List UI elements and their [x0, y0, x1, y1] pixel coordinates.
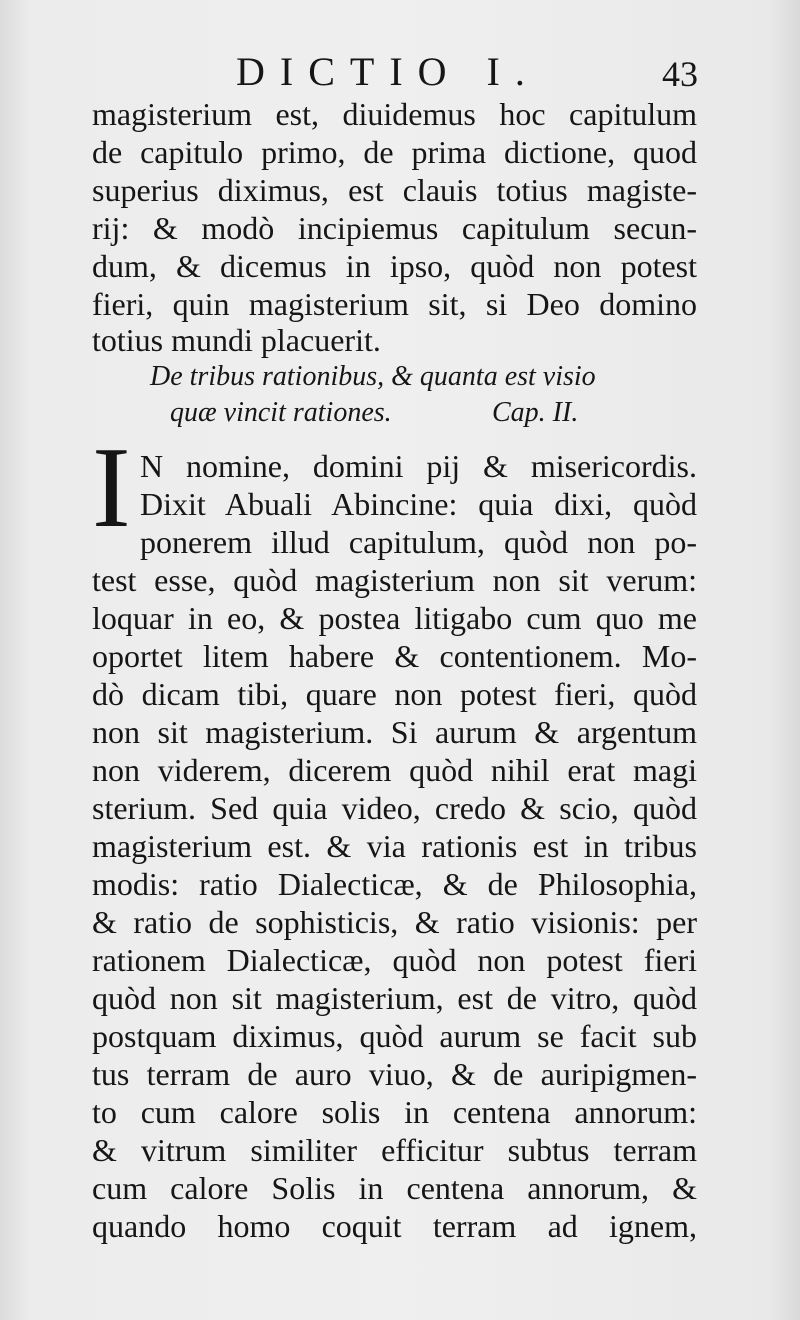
text-line: tus terram de auro viuo, & de auripigmen-	[92, 1056, 697, 1092]
text-line: non sit magisterium. Si aurum & argentum	[92, 714, 697, 750]
text-line: ponerem illud capitulum, quòd non po-	[140, 524, 697, 560]
text-line: dò dicam tibi, quare non potest fieri, quòd	[92, 676, 697, 712]
text-line: Dixit Abuali Abincine: quia dixi, quòd	[140, 486, 697, 522]
text-line: & vitrum similiter efficitur subtus terram	[92, 1132, 697, 1168]
text-line: rij: & modò incipiemus capitulum secun-	[92, 210, 697, 246]
text-line: fieri, quin magisterium sit, si Deo domino	[92, 286, 697, 322]
page-header	[0, 50, 800, 100]
text-line: non viderem, dicerem quòd nihil erat magi	[92, 752, 697, 788]
text-line: loquar in eo, & postea litigabo cum quo me	[92, 600, 697, 636]
text-line: postquam diximus, quòd aurum se facit sub	[92, 1018, 697, 1054]
text-line: de capitulo primo, de prima dictione, quod	[92, 134, 697, 170]
text-line: dum, & dicemus in ipso, quòd non potest	[92, 248, 697, 284]
text-line: to cum calore solis in centena annorum:	[92, 1094, 697, 1130]
text-line: superius diximus, est clauis totius magiste-	[92, 172, 697, 208]
running-head: DICTIO I.	[236, 49, 540, 94]
text-line: oportet litem habere & contentionem. Mo-	[92, 638, 697, 674]
text-line: magisterium est. & via rationis est in tribus	[92, 828, 697, 864]
text-line: rationem Dialecticæ, quòd non potest fieri	[92, 942, 697, 978]
drop-cap-initial: I	[92, 424, 131, 552]
text-line: N nomine, domini pij & misericordis.	[140, 448, 697, 484]
text-line: test esse, quòd magisterium non sit verum:	[92, 562, 697, 598]
text-line: quòd non sit magisterium, est de vitro, quòd	[92, 980, 697, 1016]
chapter-title: De tribus rationibus, & quanta est visio	[150, 361, 596, 392]
chapter-number: Cap. II.	[492, 397, 579, 428]
text-line: magisterium est, diuidemus hoc capitulum	[92, 96, 697, 132]
text-line: modis: ratio Dialecticæ, & de Philosophia,	[92, 866, 697, 902]
text-line: cum calore Solis in centena annorum, &	[92, 1170, 697, 1206]
text-line: & ratio de sophisticis, & ratio visionis: per	[92, 904, 697, 940]
text-line: sterium. Sed quia video, credo & scio, quòd	[92, 790, 697, 826]
text-line: quando homo coquit terram ad ignem,	[92, 1208, 697, 1244]
chapter-title-continued: quæ vincit rationes.	[170, 397, 392, 428]
page-number: 43	[662, 54, 698, 94]
text-line: totius mundi placuerit.	[92, 322, 381, 358]
